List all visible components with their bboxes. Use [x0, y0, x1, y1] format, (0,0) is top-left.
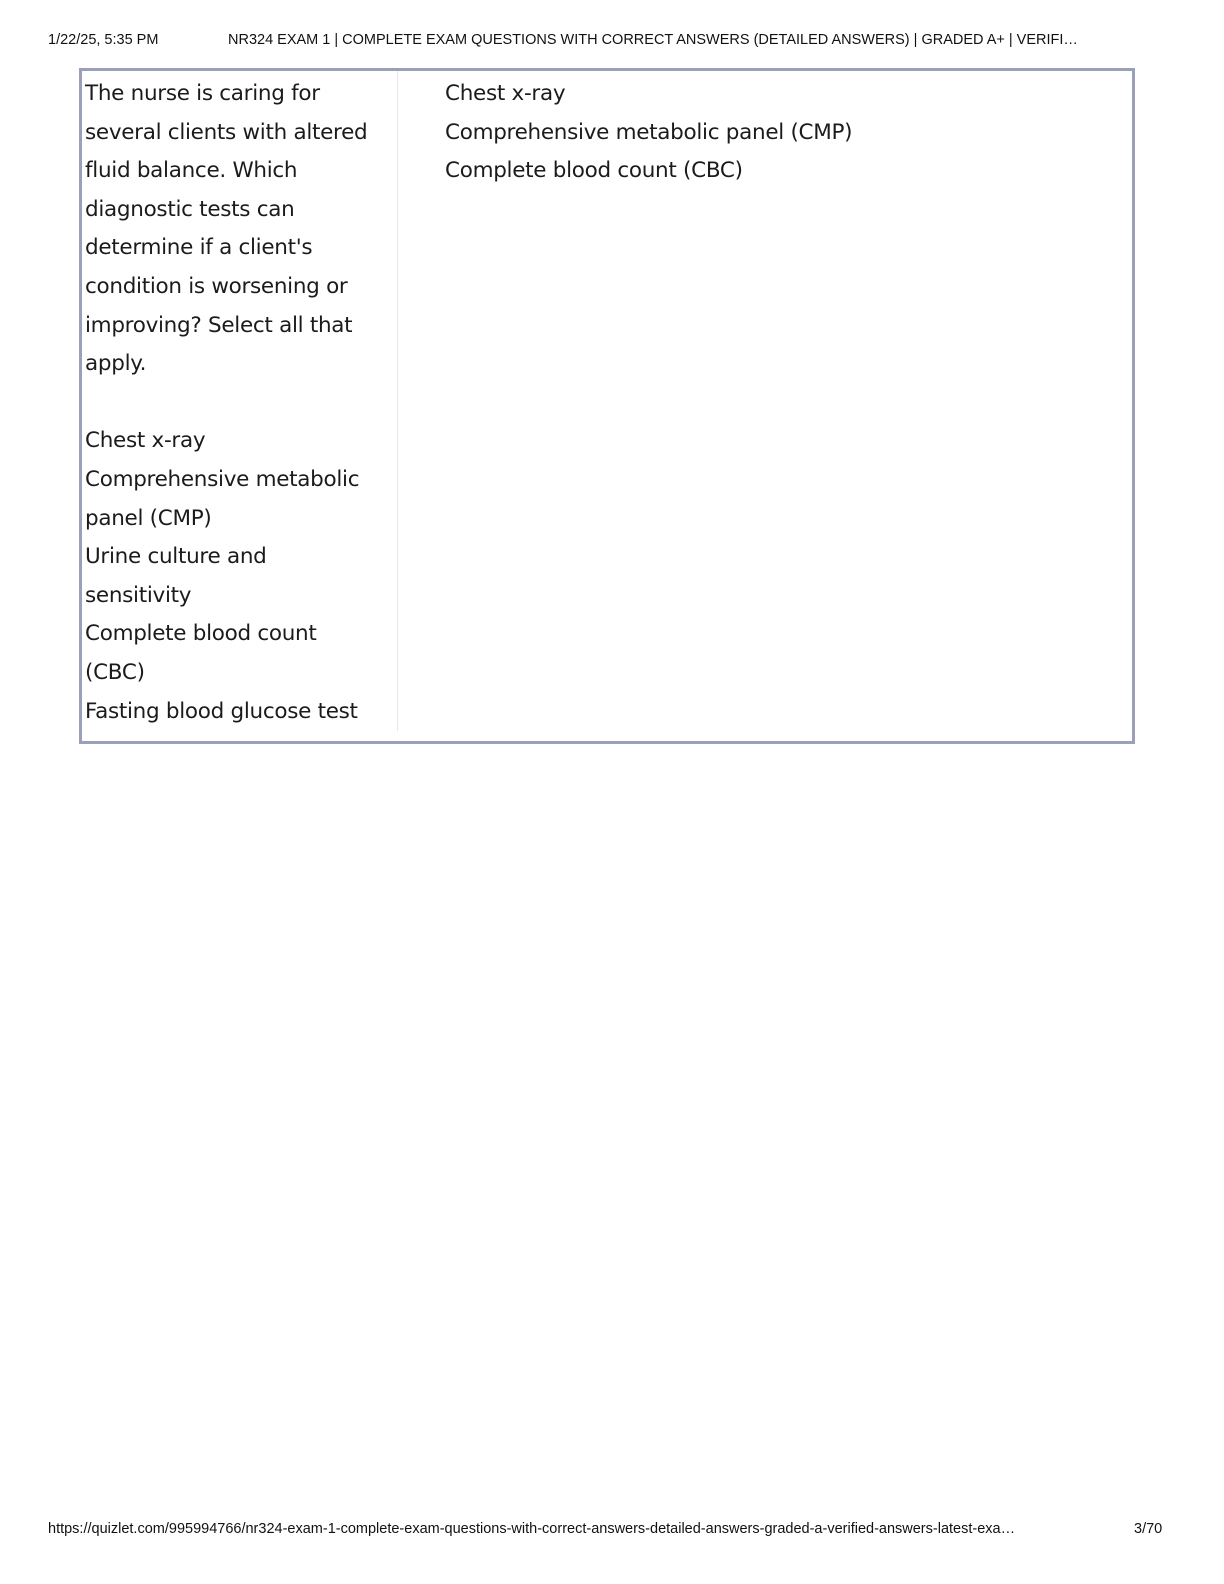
flashcard — [79, 68, 1135, 744]
option-line: Chest x-ray — [85, 428, 206, 454]
page-url: https://quizlet.com/995994766/nr324-exam-1-complete-exam-questions-with-correct-answers-detailed-answers-graded-a-verified-answers-latest-exa… — [48, 1521, 1016, 1537]
question-line: determine if a client's — [85, 235, 313, 261]
option-line: sensitivity — [85, 582, 192, 608]
option-line: Comprehensive metabolic — [85, 466, 360, 492]
print-header — [48, 30, 1176, 50]
print-footer — [48, 1519, 1176, 1539]
answer-item: Comprehensive metabolic panel (CMP) — [445, 119, 853, 145]
answer-item: Complete blood count (CBC) — [445, 158, 743, 184]
document-title: NR324 EXAM 1 | COMPLETE EXAM QUESTIONS WITH CORRECT ANSWERS (DETAILED ANSWERS) | GRADED A+ | VERIFI… — [228, 32, 1078, 48]
question-line: diagnostic tests can — [85, 196, 295, 222]
option-line: panel (CMP) — [85, 505, 212, 531]
flashcard-definition — [445, 71, 1105, 191]
option-line: Complete blood count — [85, 621, 317, 647]
option-line: Urine culture and — [85, 544, 267, 570]
question-line: improving? Select all that — [85, 312, 353, 338]
option-line: (CBC) — [85, 659, 145, 685]
question-line: condition is worsening or — [85, 273, 348, 299]
spacer — [85, 384, 397, 423]
question-line: The nurse is caring for — [85, 81, 320, 106]
question-line: fluid balance. Which — [85, 158, 298, 184]
option-line: Fasting blood glucose test — [85, 698, 358, 724]
question-line: apply. — [85, 351, 147, 377]
flashcard-term — [82, 71, 398, 731]
question-line: several clients with altered — [85, 119, 368, 145]
page-number: 3/70 — [1134, 1521, 1163, 1537]
answer-item: Chest x-ray — [445, 81, 566, 106]
print-datetime: 1/22/25, 5:35 PM — [48, 32, 159, 48]
